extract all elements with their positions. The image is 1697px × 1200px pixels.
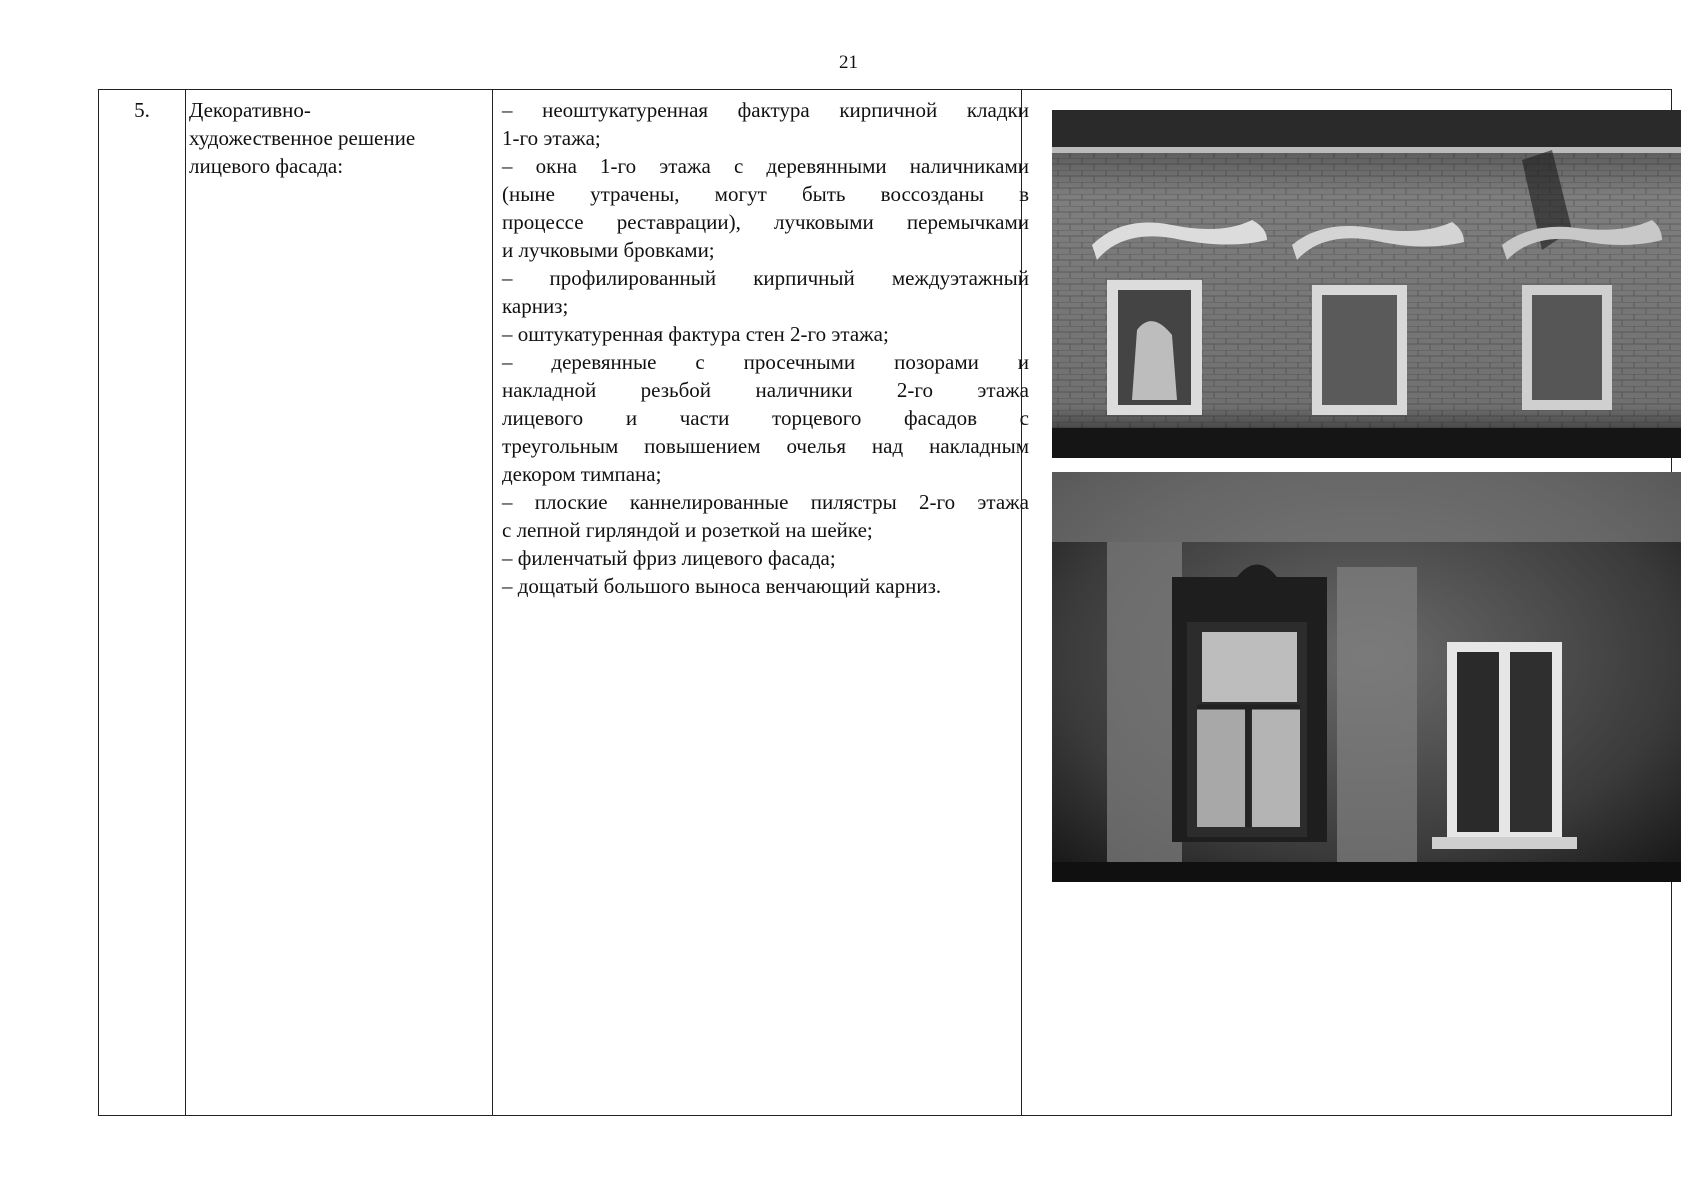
second-floor-facade-photo — [1052, 472, 1681, 882]
description-line: и лучковыми бровками; — [502, 238, 715, 262]
description-line: – окна 1-го этажа с деревянными наличниками — [502, 154, 1029, 178]
description-line: треугольным повышением очелья над накладным — [502, 434, 1029, 458]
first-floor-facade-image — [1052, 110, 1681, 458]
first-floor-facade-photo — [1052, 110, 1681, 458]
description-line: процессе реставрации), лучковыми перемычками — [502, 210, 1029, 234]
description-line: карниз; — [502, 294, 569, 318]
column-divider — [492, 90, 493, 1115]
row-name-line: лицевого фасада: — [189, 154, 344, 178]
description-line: с лепной гирляндой и розеткой на шейке; — [502, 518, 873, 542]
row-number: 5. — [134, 98, 150, 122]
description-line: – филенчатый фриз лицевого фасада; — [502, 546, 836, 570]
second-floor-facade-image — [1052, 472, 1681, 882]
description-line: – плоские каннелированные пилястры 2-го этажа — [502, 490, 1029, 514]
description-line: (ныне утрачены, могут быть воссозданы в — [502, 182, 1029, 206]
heritage-table — [98, 89, 1672, 1116]
description-line: декором тимпана; — [502, 462, 662, 486]
description-line: лицевого и части торцевого фасадов с — [502, 406, 1029, 430]
row-name-line: художественное решение — [189, 126, 416, 150]
row-description — [502, 96, 1029, 600]
description-line: 1-го этажа; — [502, 126, 601, 150]
page-number: 21 — [839, 52, 858, 73]
description-line: – неоштукатуренная фактура кирпичной кладки — [502, 98, 1029, 122]
description-line: – деревянные с просечными позорами и — [502, 350, 1029, 374]
row-name-line: Декоративно- — [189, 98, 311, 122]
description-line: – профилированный кирпичный междуэтажный — [502, 266, 1029, 290]
column-divider — [185, 90, 186, 1115]
description-line: накладной резьбой наличники 2-го этажа — [502, 378, 1029, 402]
description-line: – оштукатуренная фактура стен 2-го этажа; — [502, 322, 889, 346]
row-name — [189, 96, 469, 180]
description-line: – дощатый большого выноса венчающий карниз. — [502, 574, 942, 598]
